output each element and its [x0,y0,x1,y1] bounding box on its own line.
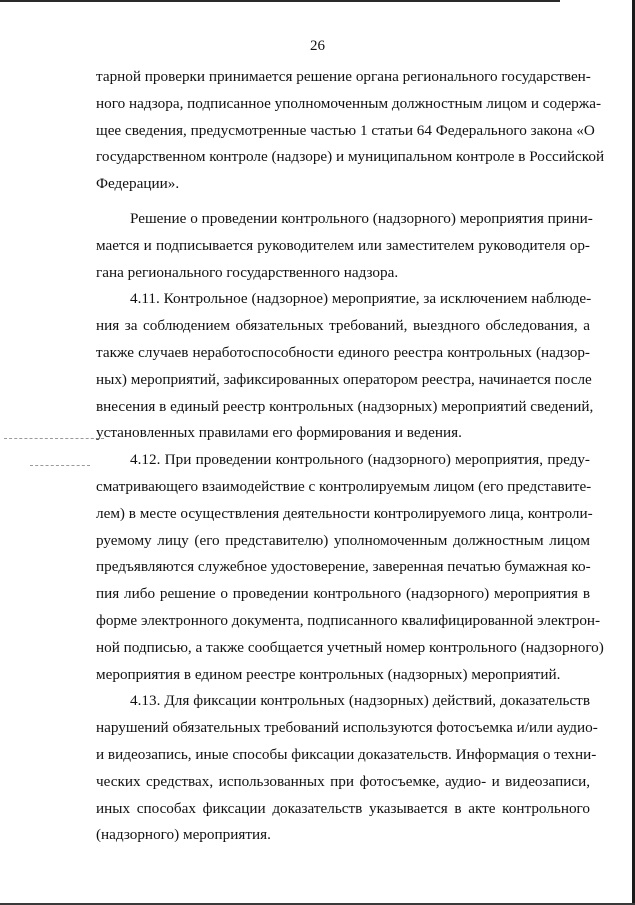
text-line: ческих средствах, использованных при фотосъемке, аудио- и видеозаписи, [96,772,590,790]
paragraph-intro [96,64,605,198]
text-line: 4.13. Для фиксации контрольных (надзорных) действий, доказательств [130,692,590,710]
paragraph-4-12 [96,447,604,688]
scan-artifact-dash [30,465,90,467]
text-line: установленных правилами его формирования и ведения. [96,424,462,442]
text-line: также случаев неработоспособности единого реестра контрольных (надзор- [96,343,590,361]
page-number: 26 [310,38,325,54]
text-line: тарной проверки принимается решение органа регионального государствен- [96,68,591,85]
text-line: ной подписью, а также сообщается учетный номер контрольного (надзорного) [96,638,604,656]
text-line: 4.11. Контрольное (надзорное) мероприятие, за исключением наблюде- [130,290,592,308]
text-line: пия либо решение о проведении контрольного (надзорного) мероприятия в [96,585,590,603]
text-line: мероприятия в едином реестре контрольных (надзорных) мероприятий. [96,665,561,683]
scan-artifact-dash [4,438,104,440]
text-line: форме электронного документа, подписанного квалифицированной электрон- [96,611,601,629]
text-line: предъявляются служебное удостоверение, заверенная печатью бумажная ко- [96,558,591,576]
text-line: Решение о проведении контрольного (надзорного) мероприятия прини- [130,209,593,227]
text-line: государственном контроле (надзоре) и муниципальном контроле в Российской [96,148,605,166]
text-line: щее сведения, предусмотренные частью 1 статьи 64 Федерального закона «О [96,121,595,139]
scan-edge-top [0,0,560,2]
text-line: мается и подписывается руководителем или заместителем руководителя ор- [96,236,590,254]
paragraph-decision [96,206,593,286]
text-line: и видеозапись, иные способы фиксации доказательств. Информация о техни- [96,745,597,763]
text-line: (надзорного) мероприятия. [96,826,271,844]
text-line: иных способах фиксации доказательств указывается в акте контрольного [96,799,590,817]
text-line: ных) мероприятий, зафиксированных оператором реестра, начинается после [96,370,592,388]
text-line: гана регионального государственного надзора. [96,263,399,281]
paragraph-4-13 [96,688,598,849]
paragraph-4-11 [96,286,594,447]
text-line: ного надзора, подписанное уполномоченным должностным лицом и содержа- [96,94,601,112]
text-line: Федерации». [96,175,180,193]
text-line: руемому лицу (его представителю) уполномоченным должностным лицом [96,531,590,549]
text-line: ния за соблюдением обязательных требований, выездного обследования, а [96,317,590,335]
text-line: сматривающего взаимодействие с контролируемым лицом (его представите- [96,477,592,495]
document-body [96,64,605,849]
text-line: нарушений обязательных требований используются фотосъемка и/или аудио- [96,719,598,737]
text-line: 4.12. При проведении контрольного (надзорного) мероприятия, преду- [130,451,590,469]
text-line: лем) в месте осуществления деятельности контролируемого лица, контроли- [96,504,593,522]
text-line: внесения в единый реестр контрольных (надзорных) мероприятий сведений, [96,397,594,415]
